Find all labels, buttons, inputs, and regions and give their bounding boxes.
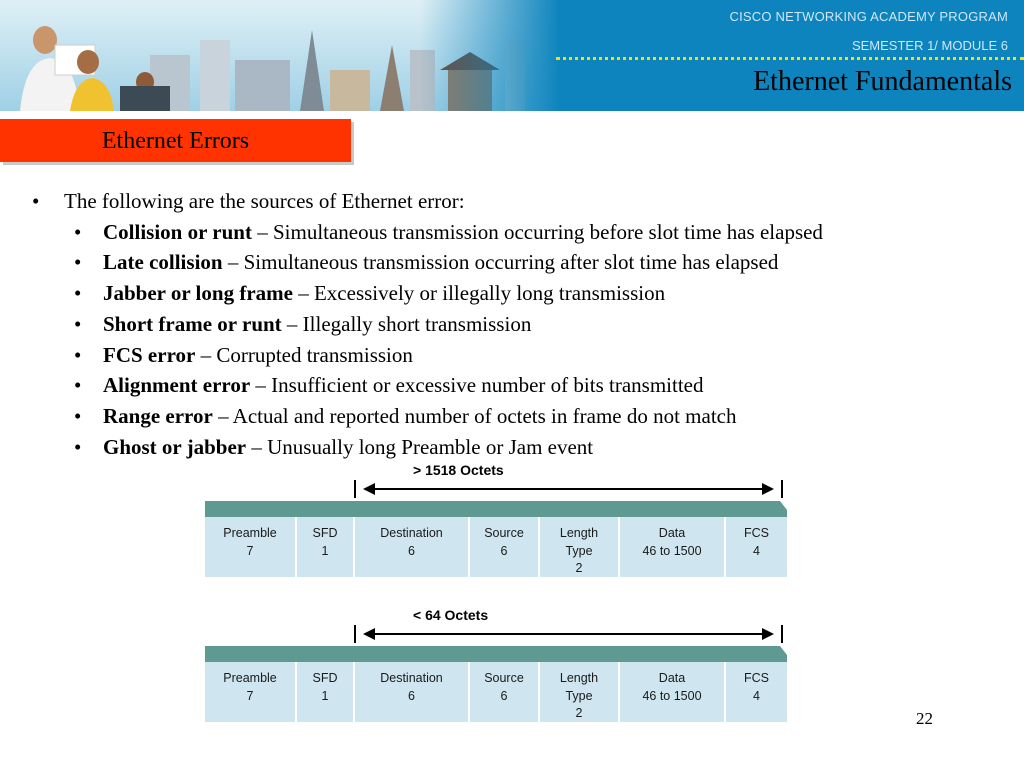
frame-field: Destination 6 <box>355 517 470 577</box>
bullet-desc: – Actual and reported number of octets in frame do not match <box>212 403 737 428</box>
frame-field: Preamble 7 <box>205 517 297 577</box>
bullet-term: Range error <box>103 403 213 428</box>
frame-field: Data 46 to 1500 <box>620 662 726 722</box>
bullet-list <box>32 186 1012 462</box>
frame-field: Source 6 <box>470 662 540 722</box>
bullet-term: Jabber or long frame <box>103 281 293 306</box>
frame-fields <box>205 662 787 722</box>
frame-field: Destination 6 <box>355 662 470 722</box>
section-title: Ethernet Errors <box>101 128 250 154</box>
bullet-item <box>32 370 1012 401</box>
octet-span-label: < 64 Octets <box>413 607 489 623</box>
banner-collage-image <box>0 0 560 111</box>
bullet-item <box>32 217 1012 248</box>
bullet-desc: – Excessively or illegally long transmission <box>292 281 666 306</box>
bullet-desc: – Unusually long Preamble or Jam event <box>246 434 594 459</box>
slide-header-title: Ethernet Fundamentals <box>753 66 1012 97</box>
header-banner <box>0 0 1024 111</box>
frame-field: FCS 4 <box>726 517 787 577</box>
bullet-item <box>32 278 1012 309</box>
frame-field: FCS 4 <box>726 662 787 722</box>
bullet-term: Alignment error <box>103 373 251 398</box>
frame-field: Data 46 to 1500 <box>620 517 726 577</box>
program-label: CISCO NETWORKING ACADEMY PROGRAM <box>729 9 1008 24</box>
frame-field: Preamble 7 <box>205 662 297 722</box>
bullet-desc: – Illegally short transmission <box>281 311 532 336</box>
bullet-desc: – Simultaneous transmission occurring before slot time has elapsed <box>251 219 823 244</box>
bullet-desc: – Insufficient or excessive number of bits transmitted <box>250 373 704 398</box>
bullet-item <box>32 432 1012 463</box>
frame-field: SFD 1 <box>297 517 355 577</box>
page-number: 22 <box>916 709 933 728</box>
bullet-term: Ghost or jabber <box>103 434 247 459</box>
bullet-item <box>32 340 1012 371</box>
bullet-desc: – Simultaneous transmission occurring after slot time has elapsed <box>222 250 779 275</box>
frame-field: Source 6 <box>470 517 540 577</box>
frame-diagram-short <box>205 605 790 755</box>
bullet-item <box>32 247 1012 278</box>
frame-field: SFD 1 <box>297 662 355 722</box>
bullet-intro: • The following are the sources of Ethernet error: <box>32 186 1012 217</box>
semester-label: SEMESTER 1/ MODULE 6 <box>851 38 1008 53</box>
bullet-desc: – Corrupted transmission <box>195 342 413 367</box>
bullet-term: Collision or runt <box>103 219 252 244</box>
frame-fields <box>205 517 787 577</box>
frame-field: Length Type 2 <box>540 662 620 722</box>
bullet-item <box>32 309 1012 340</box>
bullet-item <box>32 401 1012 432</box>
bullet-term: Short frame or runt <box>103 311 282 336</box>
octet-span-label: > 1518 Octets <box>413 462 504 478</box>
bullet-term: Late collision <box>103 250 223 275</box>
frame-field: Length Type 2 <box>540 517 620 577</box>
bullet-term: FCS error <box>103 342 196 367</box>
header-dotted-divider <box>556 57 1024 60</box>
section-title-tab <box>0 119 351 162</box>
frame-diagram-long <box>205 460 790 610</box>
